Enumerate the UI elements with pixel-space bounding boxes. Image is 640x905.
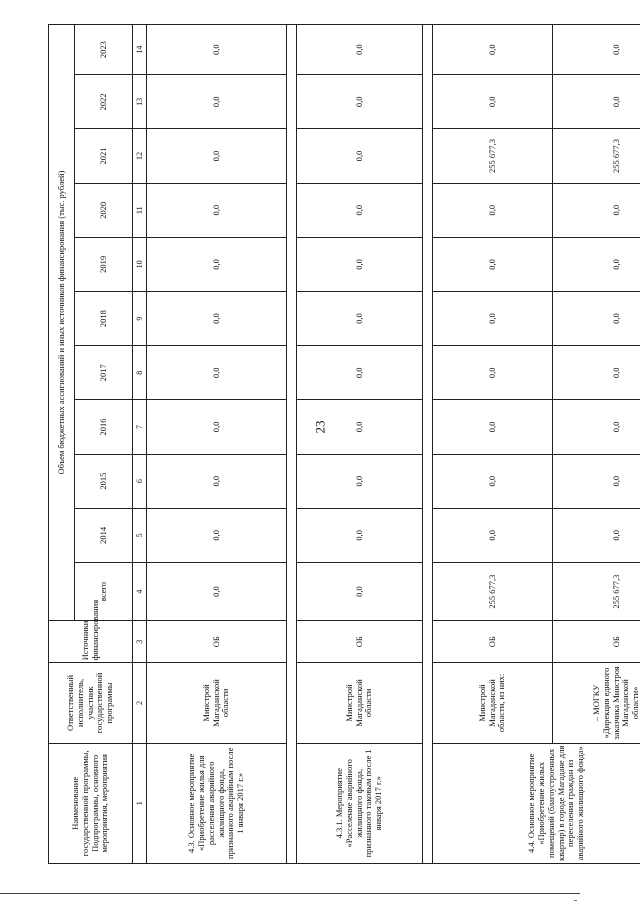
header-year: 2020: [75, 183, 133, 237]
header-year: 2015: [75, 454, 133, 508]
year-value-cell: 0,0: [297, 508, 423, 562]
program-name-cell: 4.4. Основное мероприятие «Приобретение жилых помещений (благоустроенных квартир) в городе Магадане для переселения граждан из аварийного жилищного фонда»: [433, 743, 640, 863]
year-value-cell: 0,0: [147, 75, 287, 129]
index-cell: 4: [133, 562, 147, 620]
year-value-cell: 0,0: [553, 346, 640, 400]
year-value-cell: 0,0: [433, 346, 553, 400]
header-year: 2021: [75, 129, 133, 183]
executor-cell: Минстрой Магаданской области: [297, 663, 423, 743]
source-cell: ОБ: [433, 621, 553, 663]
index-cell: 5: [133, 508, 147, 562]
year-value-cell: 0,0: [553, 292, 640, 346]
year-value-cell: 0,0: [433, 454, 553, 508]
row-spacer: [287, 25, 297, 864]
year-value-cell: 0,0: [297, 400, 423, 454]
year-value-cell: 0,0: [297, 129, 423, 183]
index-cell: 3: [133, 621, 147, 663]
table-row: [433, 25, 553, 864]
program-name-cell: 4.3. Основное мероприятие «Приобретение жилья для расселения аварийного жилищного фонда, признанного аварийным после 1 января 2017 г.»: [147, 743, 287, 863]
index-cell: 2: [133, 663, 147, 743]
year-value-cell: 0,0: [433, 25, 553, 75]
year-value-cell: 255 677,3: [433, 129, 553, 183]
table-row: [553, 25, 640, 864]
year-value-cell: 255 677,3: [553, 129, 640, 183]
total-cell: 0,0: [147, 562, 287, 620]
index-cell: 10: [133, 237, 147, 291]
header-name: Наименование государственной программы, Подпрограммы, основного мероприятия, мероприятия: [49, 743, 133, 863]
budget-table: [48, 24, 640, 864]
year-value-cell: 0,0: [433, 237, 553, 291]
executor-cell: Минстрой Магаданской области, из них:: [433, 663, 553, 743]
spacer-cell: [287, 25, 297, 864]
year-value-cell: 0,0: [147, 129, 287, 183]
year-value-cell: 0,0: [433, 183, 553, 237]
header-year: 2019: [75, 237, 133, 291]
header-year: 2018: [75, 292, 133, 346]
index-cell: 9: [133, 292, 147, 346]
page-number: 23: [312, 420, 328, 434]
year-value-cell: 0,0: [297, 292, 423, 346]
total-cell: 0,0: [297, 562, 423, 620]
header-source: Источники финансирования: [49, 621, 133, 663]
year-value-cell: 0,0: [147, 454, 287, 508]
index-cell: 1: [133, 743, 147, 863]
year-value-cell: 0,0: [433, 508, 553, 562]
year-value-cell: 0,0: [147, 508, 287, 562]
index-cell: 6: [133, 454, 147, 508]
total-cell: 255 677,3: [433, 562, 553, 620]
year-value-cell: 0,0: [297, 183, 423, 237]
table-row: [297, 25, 423, 864]
footer-mark: [574, 900, 577, 901]
table-row: [147, 25, 287, 864]
year-value-cell: 0,0: [433, 400, 553, 454]
executor-cell: – МОГКУ «Дирекция единого заказчика Минстроя Магаданской области»: [553, 663, 640, 743]
year-value-cell: 0,0: [147, 292, 287, 346]
footer-rule: [0, 893, 580, 894]
executor-cell: Минстрой Магаданской области: [147, 663, 287, 743]
source-cell: ОБ: [147, 621, 287, 663]
year-value-cell: 0,0: [553, 237, 640, 291]
year-value-cell: 0,0: [553, 508, 640, 562]
year-value-cell: 0,0: [297, 454, 423, 508]
index-cell: 14: [133, 25, 147, 75]
header-year: 2023: [75, 25, 133, 75]
year-value-cell: 0,0: [297, 237, 423, 291]
year-value-cell: 0,0: [297, 25, 423, 75]
year-value-cell: 0,0: [553, 454, 640, 508]
header-year: 2022: [75, 75, 133, 129]
index-cell: 13: [133, 75, 147, 129]
source-cell: ОБ: [553, 621, 640, 663]
year-value-cell: 0,0: [297, 346, 423, 400]
header-year: 2017: [75, 346, 133, 400]
index-cell: 7: [133, 400, 147, 454]
index-row: [133, 25, 147, 864]
program-name-cell: 4.3.1. Мероприятие «Расселение аварийного жилищного фонда, признанного таковым после 1 января 2017 г.»: [297, 743, 423, 863]
header-year: 2014: [75, 508, 133, 562]
row-spacer: [423, 25, 433, 864]
index-cell: 12: [133, 129, 147, 183]
year-value-cell: 0,0: [147, 25, 287, 75]
year-value-cell: 0,0: [553, 25, 640, 75]
header-executor: Ответственный исполнитель, участник государственной программы: [49, 663, 133, 743]
total-cell: 255 677,3: [553, 562, 640, 620]
index-cell: 11: [133, 183, 147, 237]
header-year: 2016: [75, 400, 133, 454]
year-value-cell: 0,0: [147, 237, 287, 291]
index-cell: 8: [133, 346, 147, 400]
year-value-cell: 0,0: [147, 183, 287, 237]
header-volume: Объем бюджетных ассигнований и иных источников финансирования (тыс. рублей): [49, 25, 75, 621]
spacer-cell: [423, 25, 433, 864]
year-value-cell: 0,0: [433, 75, 553, 129]
rotated-table-wrapper: [48, 24, 640, 864]
year-value-cell: 0,0: [297, 75, 423, 129]
year-value-cell: 0,0: [433, 292, 553, 346]
year-value-cell: 0,0: [553, 183, 640, 237]
year-value-cell: 0,0: [553, 75, 640, 129]
year-value-cell: 0,0: [147, 400, 287, 454]
year-value-cell: 0,0: [147, 346, 287, 400]
year-value-cell: 0,0: [553, 400, 640, 454]
header-total: всего: [75, 562, 133, 620]
source-cell: ОБ: [297, 621, 423, 663]
